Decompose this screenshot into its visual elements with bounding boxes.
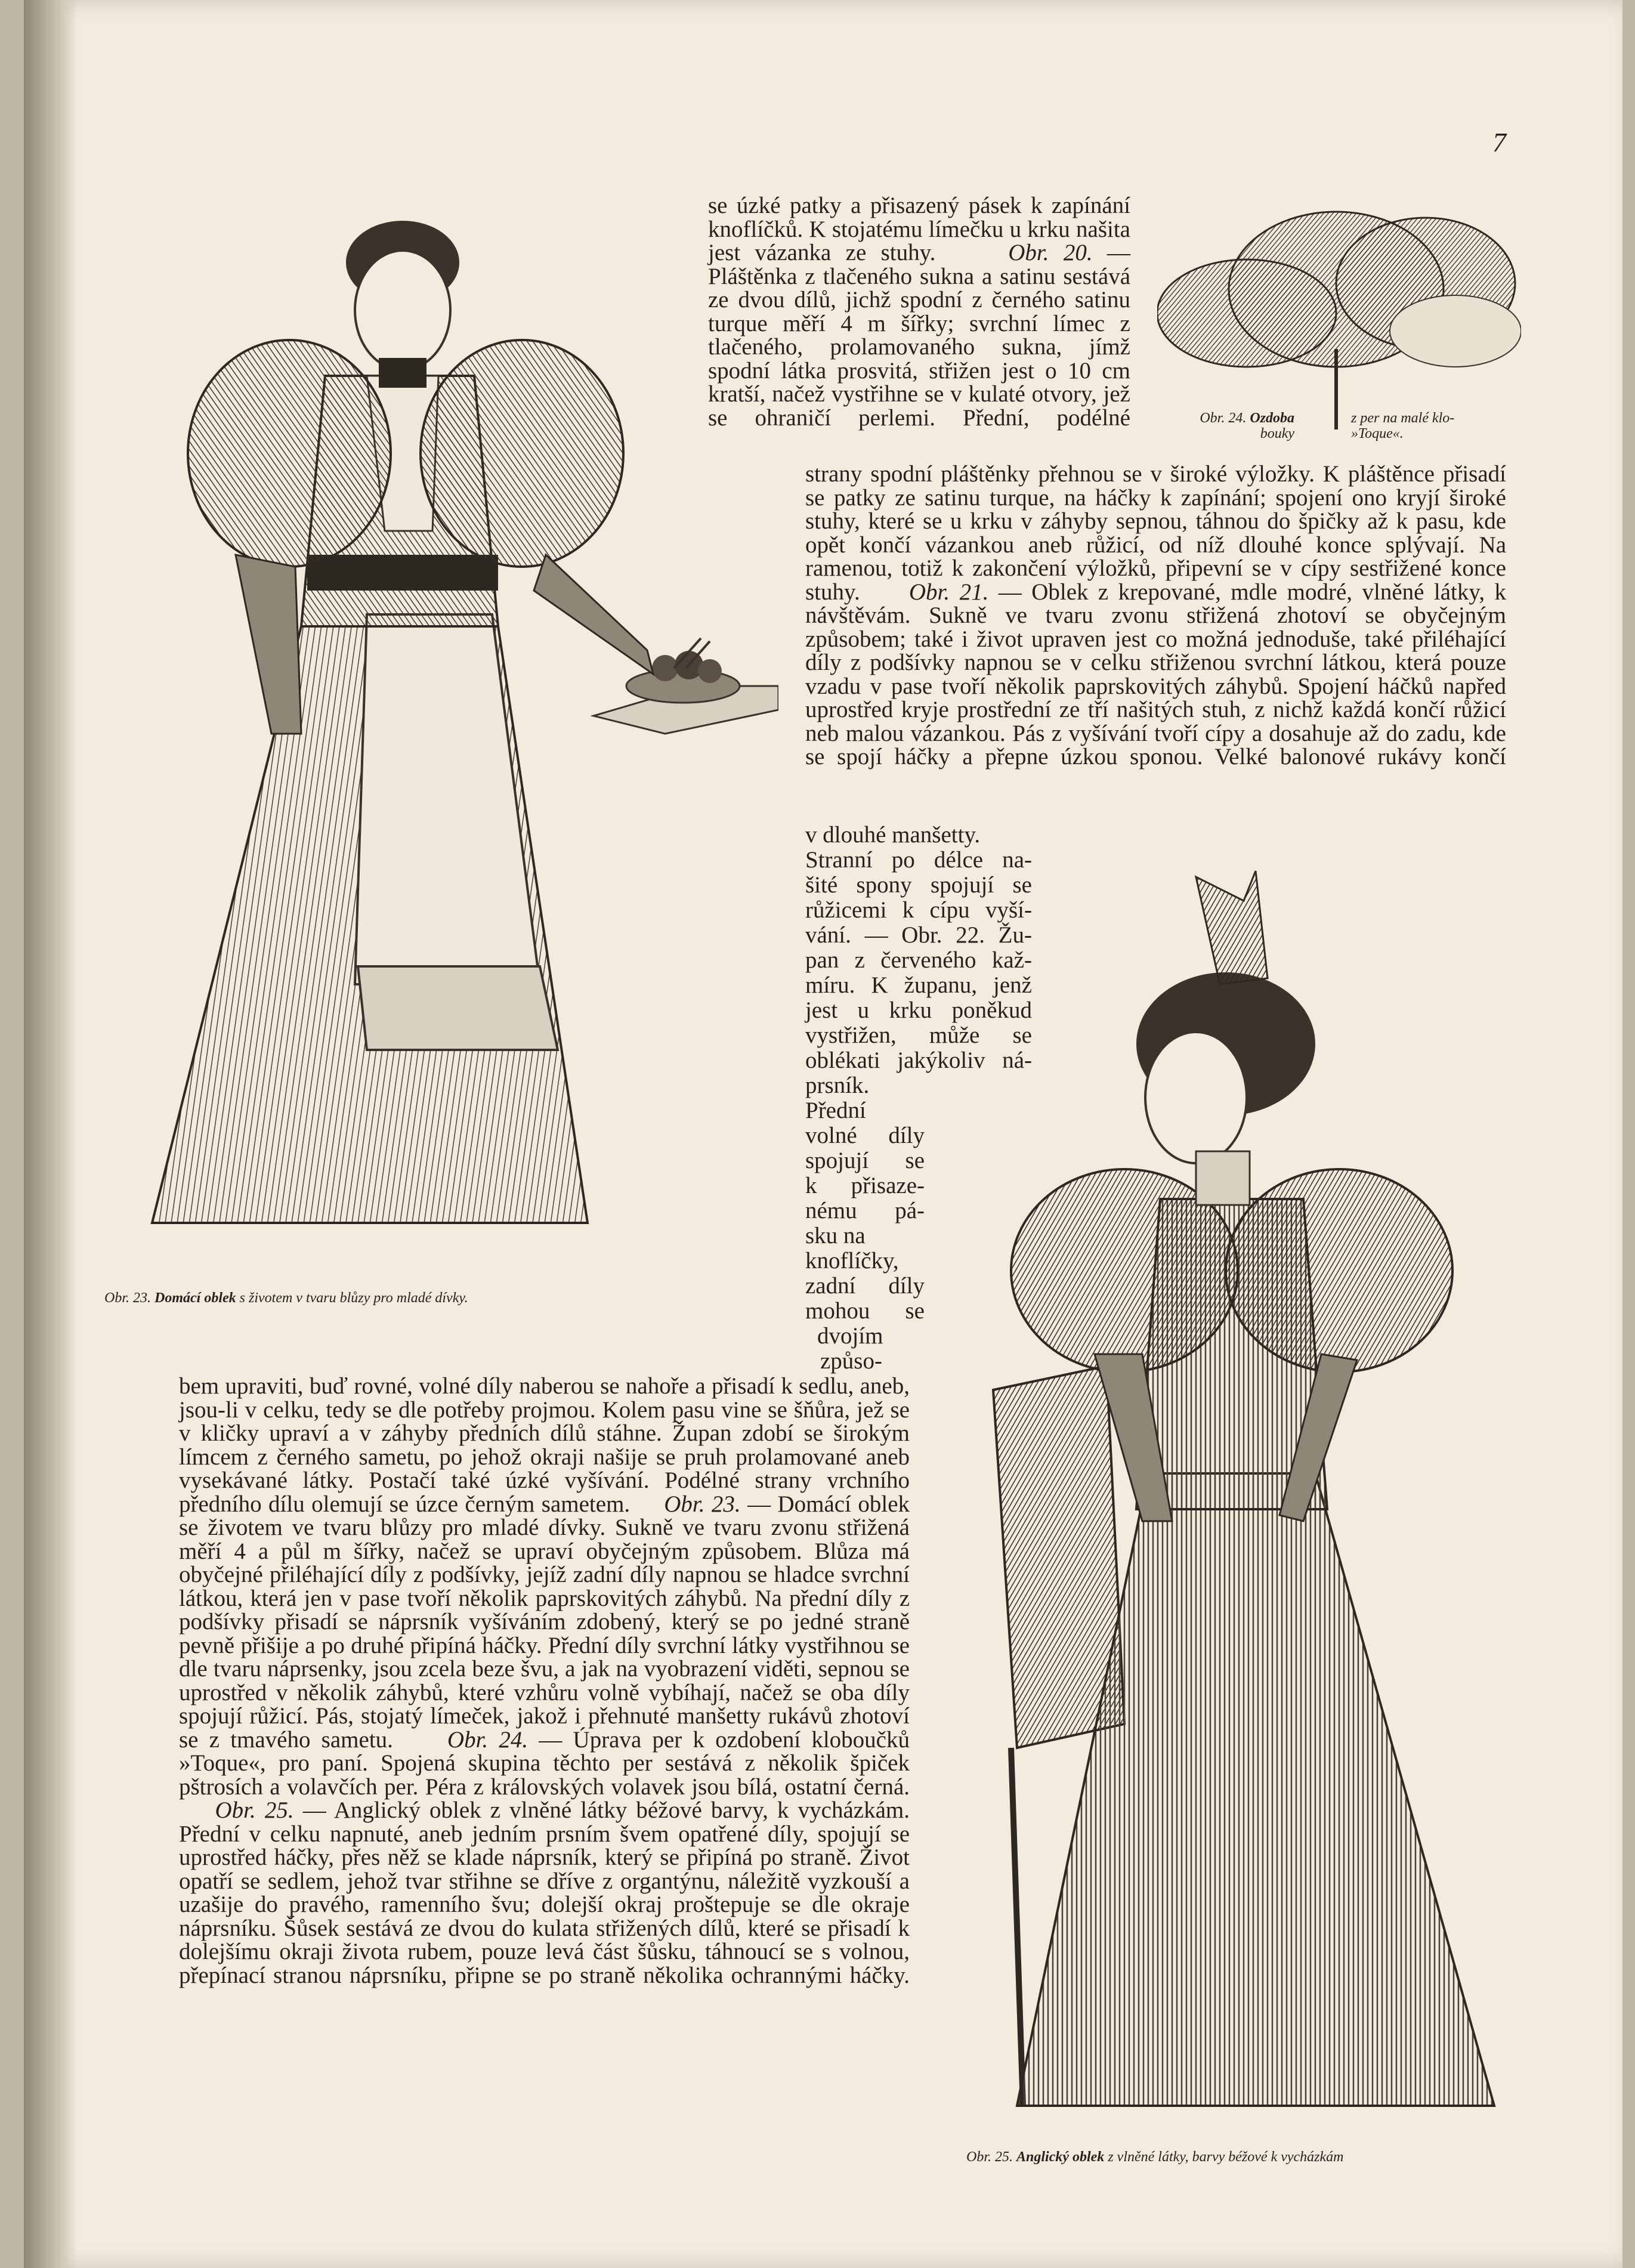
col-b-text: strany spodní pláštěnky přehnou se v široké výložky. K pláštěnce přisadí se patky ze satinu turque, na háčky k zapínání; spojení ono kryjí široké stuhy, které se u krku v záhyby sepnou, táhnou do špičky až k pasu, kde opět končí vázankou aneb růžicí, od níž dlouhé konce splývají. Na ramenou, totiž k zakončení výložků, připevní se v cípy sestřižené konce stuhy.	[805, 461, 1506, 605]
fig23-label: Obr. 23.	[104, 1290, 152, 1306]
fig24-title: Ozdoba	[1250, 410, 1294, 426]
narrow-line-9: oblékati jakýkoliv ná-	[805, 1048, 1032, 1073]
fig23-caption	[104, 1290, 737, 1306]
narrow-line-13: spojují se	[805, 1148, 925, 1173]
narrow-line-20: dvojím	[817, 1323, 883, 1349]
narrow-line-6: míru. K županu, jenž	[805, 972, 1032, 998]
fig24-label: Obr. 24.	[1200, 410, 1247, 426]
obr25-text: — Anglický oblek z vlněné látky béžové barvy, k vycházkám. Přední v celku napnuté, aneb jedním prsním švem opatřené díly, spojují se uprostřed háčky, přes něž se klade náprsník, který se připíná po straně. Život opatří se sedlem, jehož tvar střihne se dříve z organtýnu, náležitě vyzkouší a uzašije do pravého, ramenního švu; dolejší okraj proštepuje se dle okraje náprsníku. Šůsek sestává ze dvou do kulata střižených dílů, které se přisadí k dolejšímu okraji života rubem, pouze levá část šůsku, táhnoucí se s volnou, přepínací stranou náprsníku, připne se po straně několika ochrannými háčky.	[179, 1797, 910, 1988]
obr21-text: — Oblek z krepované, mdle modré, vlněné látky, k návštěvám. Sukně ve tvaru zvonu střižená zhotoví se obyčejným způsobem; také i život upraven jest co možná jednoduše, také přiléhající díly z podšívky napnou se v celku střiženou svrchní látkou, která pouze vzadu v pase tvoří několik paprskovitých záhybů. Spojení háčků napřed uprostřed kryje prostřední ze tří našitých stuh, z nichž každá končí růžicí neb malou vázankou. Pás z vyšívání tvoří cípy a dosahuje až do zadu, kde se spojí háčky a přepne úzkou sponou. Velké balonové rukávy končí	[805, 579, 1506, 770]
fig25-title: Anglický oblek	[1016, 2149, 1105, 2165]
col-c-text: bem upraviti, buď rovné, volné díly naberou se nahoře a přisadí k sedlu, aneb, jsou-li v celku, tedy se dle potřeby projmou. Kolem pasu vine se šňůra, jež se v kličky upraví a v záhyby předních dílů stáhne. Župan zdobí se širokým límcem z černého sametu, po jehož okraji našije se pruh prolamované aneb vysekávané látky. Postačí také úzké vyšívání. Podélné strany vrchního předního dílu olemují se úzce černým sametem.	[179, 1373, 910, 1517]
paragraph-col-b	[805, 462, 1506, 769]
col-a-text: se úzké patky a přisazený pásek k zapínání knoflíčků. K stojatému límečku u krku našita jest vázanka ze stuhy.	[708, 193, 1130, 265]
fig24-rest3: »Toque«.	[1351, 426, 1404, 441]
fig25-caption	[966, 2149, 1515, 2165]
obr23-label: Obr. 23.	[664, 1491, 741, 1517]
narrow-line-7: jest u krku poněkud	[805, 997, 1032, 1023]
fig24-illustration	[1157, 194, 1521, 432]
fig23-title: Domácí oblek	[154, 1290, 236, 1306]
obr20-label: Obr. 20.	[1008, 240, 1093, 265]
fig24-caption-left	[1172, 410, 1294, 441]
binding-gutter	[24, 0, 78, 2268]
fig25-rest: z vlněné látky, barvy béžové k vycházkám	[1108, 2149, 1344, 2165]
narrow-line-14: k přisaze-	[805, 1173, 925, 1198]
obr20-text: — Pláštěnka z tlačeného sukna a satinu sestává ze dvou dílů, jichž spodní z černého satinu turque měří 4 m šířky; svrchní límec z tlačeného, prolamovaného sukna, jímž spodní látka prosvitá, střižen jest o 10 cm kratší, načež vystřihne se v kulaté otvory, jež se ohraničí perlemi. Přední, podélné	[708, 240, 1131, 431]
obr21-label: Obr. 21.	[908, 579, 989, 605]
narrow-line-12: volné díly	[805, 1123, 925, 1148]
fig23-rest: s životem v tvaru blůzy pro mladé dívky.	[239, 1290, 468, 1306]
narrow-line-0: v dlouhé manšetty.	[805, 822, 981, 848]
narrow-line-5: pan z červeného kaž-	[805, 947, 1032, 973]
fig23-engraving	[128, 197, 778, 1247]
page-number: 7	[1492, 127, 1506, 157]
narrow-line-10: prsník.	[805, 1073, 870, 1098]
narrow-line-18: zadní díly	[805, 1273, 925, 1299]
fig24-rest: z per na malé klo-	[1351, 410, 1455, 426]
narrow-line-11: Přední	[805, 1098, 866, 1123]
fig24-rest2: bouky	[1260, 426, 1294, 441]
narrow-line-2: šité spony spojují se	[805, 872, 1032, 898]
narrow-line-3: růžicemi k cípu vyší-	[805, 897, 1032, 923]
narrow-line-16: sku na	[805, 1223, 866, 1249]
narrow-line-4: vání. — Obr. 22. Žu-	[805, 922, 1032, 948]
fig24-caption-right	[1351, 410, 1524, 441]
obr24-text: — Úprava per k ozdobení kloboučků »Toque«, pro paní. Spojená skupina těchto per sestává z několik špiček pštrosích a volavčích per. Péra z královských volavek jsou bílá, ostatní černá.	[179, 1726, 910, 1800]
fig25-label: Obr. 25.	[966, 2149, 1013, 2165]
obr24-label: Obr. 24.	[447, 1726, 528, 1753]
narrow-line-1: Stranní po délce na-	[805, 847, 1032, 873]
narrow-line-15: nému pá-	[805, 1198, 925, 1223]
obr25-label: Obr. 25.	[215, 1797, 294, 1823]
narrow-line-19: mohou se	[805, 1298, 925, 1324]
obr23-text: — Domácí oblek se životem ve tvaru blůzy pro mladé dívky. Sukně ve tvaru zvonu střižená měří 4 a půl m šířky, načež se upraví obyčejným způsobem. Blůza má obyčejné přiléhající díly z podšívky, jejíž zadní díly napnou se hladce svrchní látkou, která jen v pase tvoří několik paprskovitých záhybů. Na přední díly z podšívky přisadí se náprsník vyšíváním zdobený, který se po jedné straně pevně přišije a po druhé připíná háčky. Přední díly svrchní látky vystřihnou se dle tvaru náprsenky, jsou zcela beze švu, a jak na vyobrazení viděti, sepnou se uprostřed v několik záhybů, které vzhůru volně vybíhají, načež se oba díly spojují růžicí. Pás, stojatý límeček, jakož i přehnuté manšetty rukávů zhotoví se z tmavého sametu.	[179, 1491, 910, 1753]
narrow-line-17: knoflíčky,	[805, 1248, 899, 1274]
paragraph-col-c	[179, 1374, 910, 1987]
magazine-page	[24, 0, 1622, 2268]
fig24-engraving	[1157, 194, 1521, 432]
paragraph-col-a	[708, 194, 1130, 430]
fig23-illustration	[128, 197, 778, 1247]
narrow-line-21: způso-	[820, 1348, 882, 1374]
narrow-line-8: vystřižen, může se	[805, 1022, 1032, 1048]
